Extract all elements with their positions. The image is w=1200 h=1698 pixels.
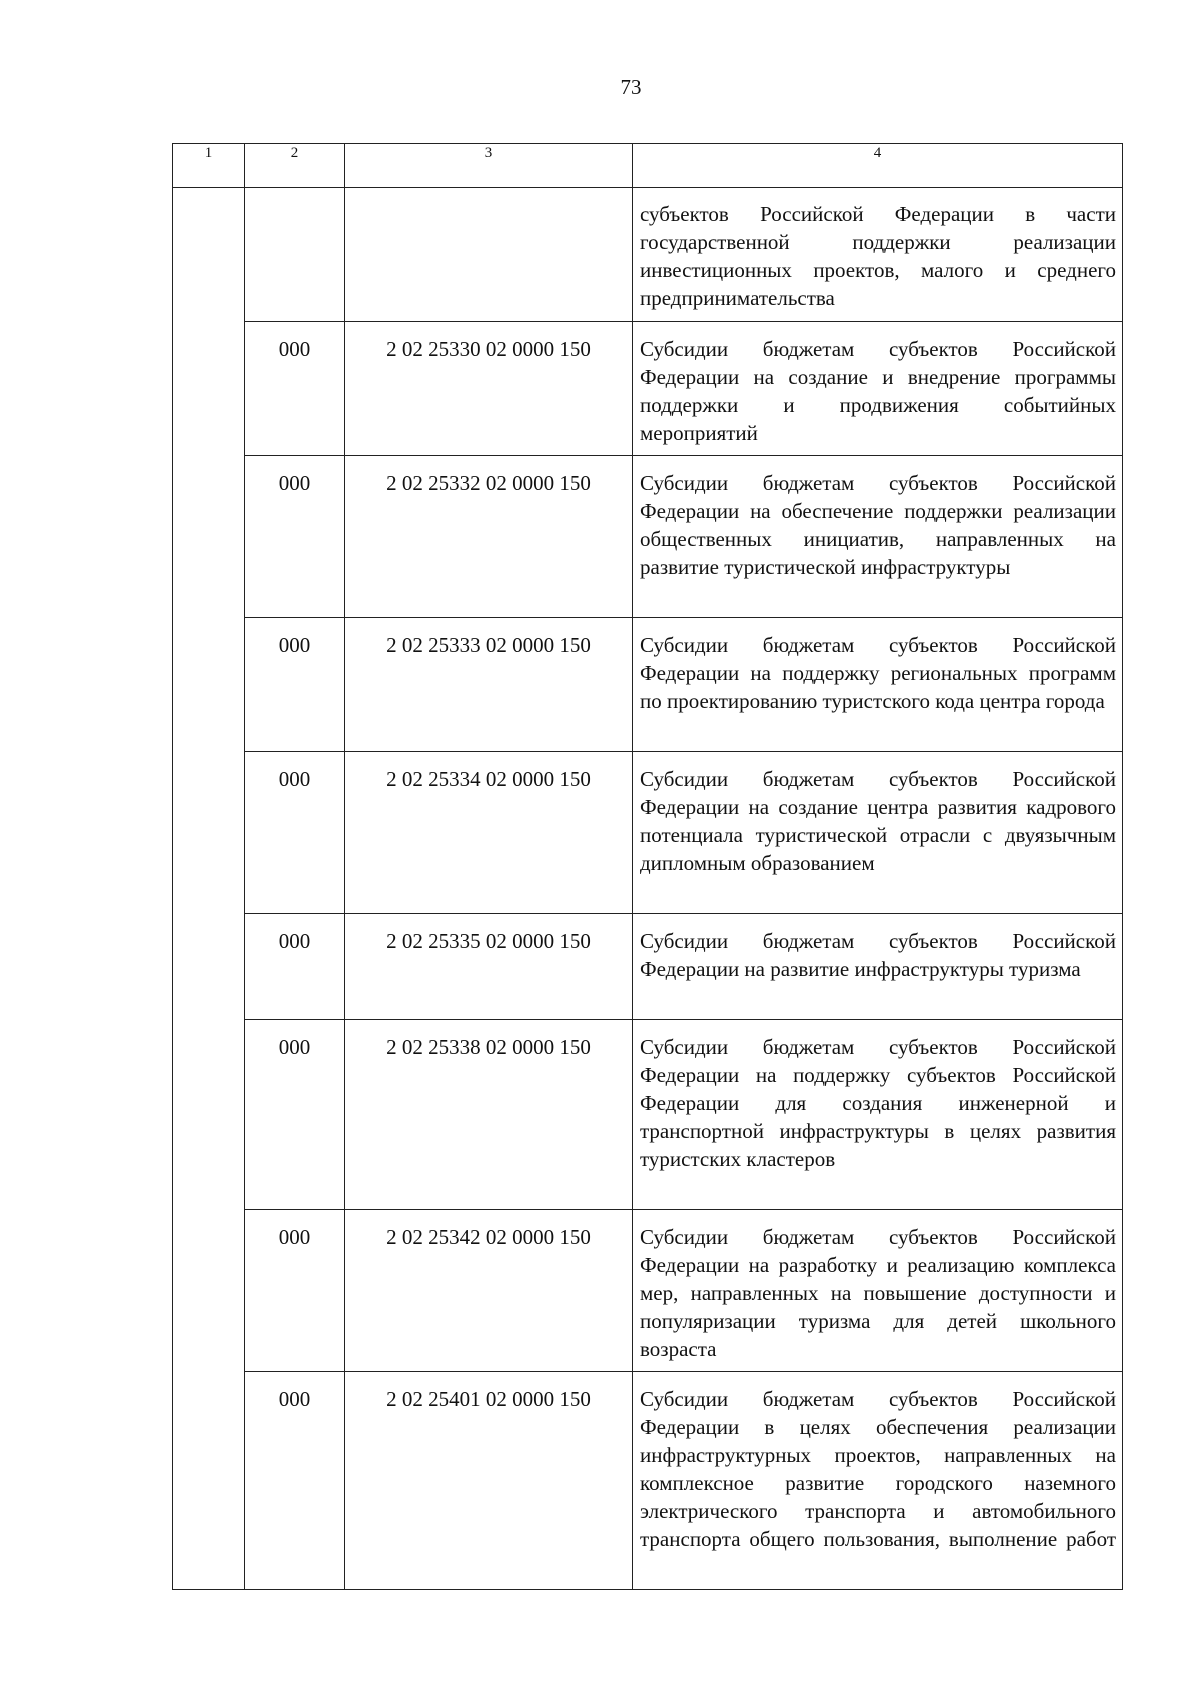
budget-code-cell: 2 02 25333 02 0000 150 <box>345 618 633 752</box>
description-cell: Субсидии бюджетам субъектов Российской Федерации в целях обеспечения реализации инфраструктурных проектов, направленных на комплексное развитие городского наземного электрического транспорта и автомобильного транспорта общего пользования, выполнение работ <box>633 1372 1123 1590</box>
budget-code-cell: 2 02 25334 02 0000 150 <box>345 752 633 914</box>
column-header-1: 1 <box>173 144 245 188</box>
budget-code-cell: 2 02 25332 02 0000 150 <box>345 456 633 618</box>
budget-code-cell: 2 02 25401 02 0000 150 <box>345 1372 633 1590</box>
admin-code-cell: 000 <box>245 1372 345 1590</box>
table-row <box>173 914 1123 1020</box>
table-row <box>173 1372 1123 1590</box>
column-header-2: 2 <box>245 144 345 188</box>
description-cell: Субсидии бюджетам субъектов Российской Федерации на обеспечение поддержки реализации общественных инициатив, направленных на развитие туристической инфраструктуры <box>633 456 1123 618</box>
description-cell: Субсидии бюджетам субъектов Российской Федерации на поддержку региональных программ по проектированию туристского кода центра города <box>633 618 1123 752</box>
budget-classification-table <box>172 143 1123 1590</box>
column-header-3: 3 <box>345 144 633 188</box>
admin-code-cell: 000 <box>245 752 345 914</box>
budget-code-cell: 2 02 25338 02 0000 150 <box>345 1020 633 1210</box>
admin-code-cell: 000 <box>245 456 345 618</box>
table-header-row <box>173 144 1123 188</box>
table-row <box>173 618 1123 752</box>
admin-code-cell: 000 <box>245 322 345 456</box>
table-row <box>173 1210 1123 1372</box>
description-cell: Субсидии бюджетам субъектов Российской Федерации на развитие инфраструктуры туризма <box>633 914 1123 1020</box>
budget-code-cell <box>345 188 633 322</box>
column-1-cell <box>173 188 245 1590</box>
admin-code-cell: 000 <box>245 1020 345 1210</box>
table-row <box>173 456 1123 618</box>
description-cell: Субсидии бюджетам субъектов Российской Федерации на разработку и реализацию комплекса мер, направленных на повышение доступности и популяризации туризма для детей школьного возраста <box>633 1210 1123 1372</box>
column-header-4: 4 <box>633 144 1123 188</box>
description-cell: Субсидии бюджетам субъектов Российской Федерации на создание и внедрение программы поддержки и продвижения событийных мероприятий <box>633 322 1123 456</box>
budget-code-cell: 2 02 25330 02 0000 150 <box>345 322 633 456</box>
description-cell: субъектов Российской Федерации в части государственной поддержки реализации инвестиционных проектов, малого и среднего предпринимательства <box>633 188 1123 322</box>
admin-code-cell: 000 <box>245 1210 345 1372</box>
description-cell: Субсидии бюджетам субъектов Российской Федерации на поддержку субъектов Российской Федерации для создания инженерной и транспортной инфраструктуры в целях развития туристских кластеров <box>633 1020 1123 1210</box>
admin-code-cell: 000 <box>245 618 345 752</box>
description-cell: Субсидии бюджетам субъектов Российской Федерации на создание центра развития кадрового потенциала туристической отрасли с двуязычным дипломным образованием <box>633 752 1123 914</box>
budget-code-cell: 2 02 25335 02 0000 150 <box>345 914 633 1020</box>
budget-code-cell: 2 02 25342 02 0000 150 <box>345 1210 633 1372</box>
table-row <box>173 188 1123 322</box>
table-row <box>173 752 1123 914</box>
table-row <box>173 1020 1123 1210</box>
admin-code-cell <box>245 188 345 322</box>
page-number: 73 <box>620 75 642 99</box>
table-row <box>173 322 1123 456</box>
admin-code-cell: 000 <box>245 914 345 1020</box>
